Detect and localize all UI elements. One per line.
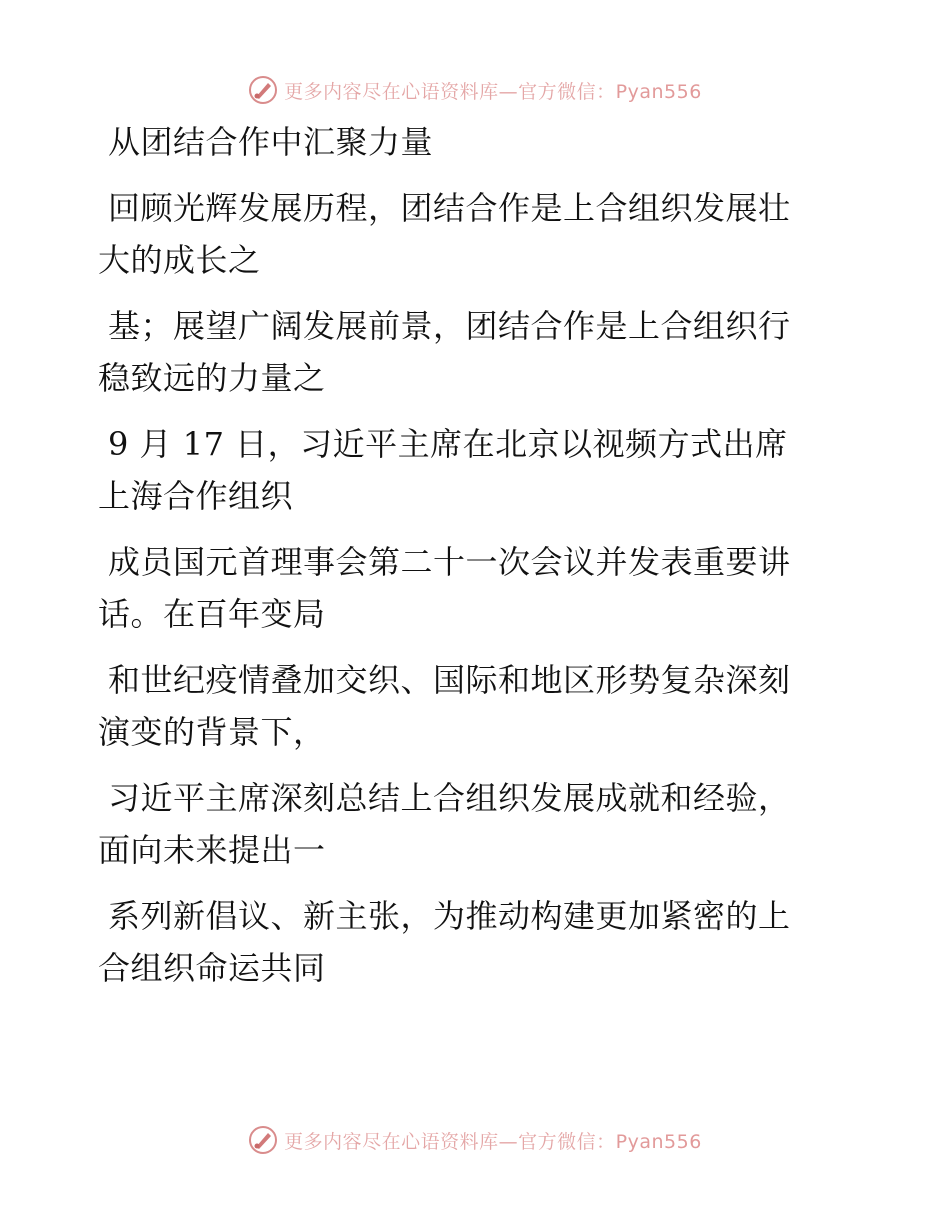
quill-ink-logo-icon bbox=[248, 75, 278, 105]
paragraph-line: 大的成长之 bbox=[98, 241, 261, 279]
paragraph-line: 基；展望广阔发展前景，团结合作是上合组织行 bbox=[108, 307, 791, 345]
paragraph-line: 成员国元首理事会第二十一次会议并发表重要讲 bbox=[108, 543, 791, 581]
paragraph-line: 合组织命运共同 bbox=[98, 949, 326, 987]
paragraph-line: 系列新倡议、新主张，为推动构建更加紧密的上 bbox=[108, 897, 791, 935]
quill-ink-logo-icon bbox=[248, 1125, 278, 1155]
wechat-id: Pyan556 bbox=[615, 1130, 702, 1153]
paragraph-line: 面向未来提出一 bbox=[98, 831, 326, 869]
paragraph-line: 演变的背景下， bbox=[98, 713, 326, 751]
document-body bbox=[98, 122, 833, 988]
paragraph-line: 习近平主席深刻总结上合组织发展成就和经验， bbox=[108, 779, 791, 817]
header-watermark bbox=[0, 70, 950, 110]
paragraph-line: 稳致远的力量之 bbox=[98, 359, 326, 397]
footer-watermark bbox=[0, 1120, 950, 1160]
document-title: 从团结合作中汇聚力量 bbox=[108, 123, 434, 161]
wechat-id: Pyan556 bbox=[615, 80, 702, 103]
paragraph-line: 上海合作组织 bbox=[98, 477, 294, 515]
watermark-group bbox=[248, 75, 702, 105]
watermark-group bbox=[248, 1125, 702, 1155]
watermark-text: 更多内容尽在心语资料库—官方微信：Pyan556 bbox=[284, 1130, 702, 1153]
paragraph-line: 和世纪疫情叠加交织、国际和地区形势复杂深刻 bbox=[108, 661, 791, 699]
watermark-text: 更多内容尽在心语资料库—官方微信：Pyan556 bbox=[284, 80, 702, 103]
paragraph-line: 话。在百年变局 bbox=[98, 595, 326, 633]
paragraph-line: 9 月 17 日，习近平主席在北京以视频方式出席 bbox=[108, 425, 788, 463]
paragraph-line: 回顾光辉发展历程，团结合作是上合组织发展壮 bbox=[108, 189, 791, 227]
